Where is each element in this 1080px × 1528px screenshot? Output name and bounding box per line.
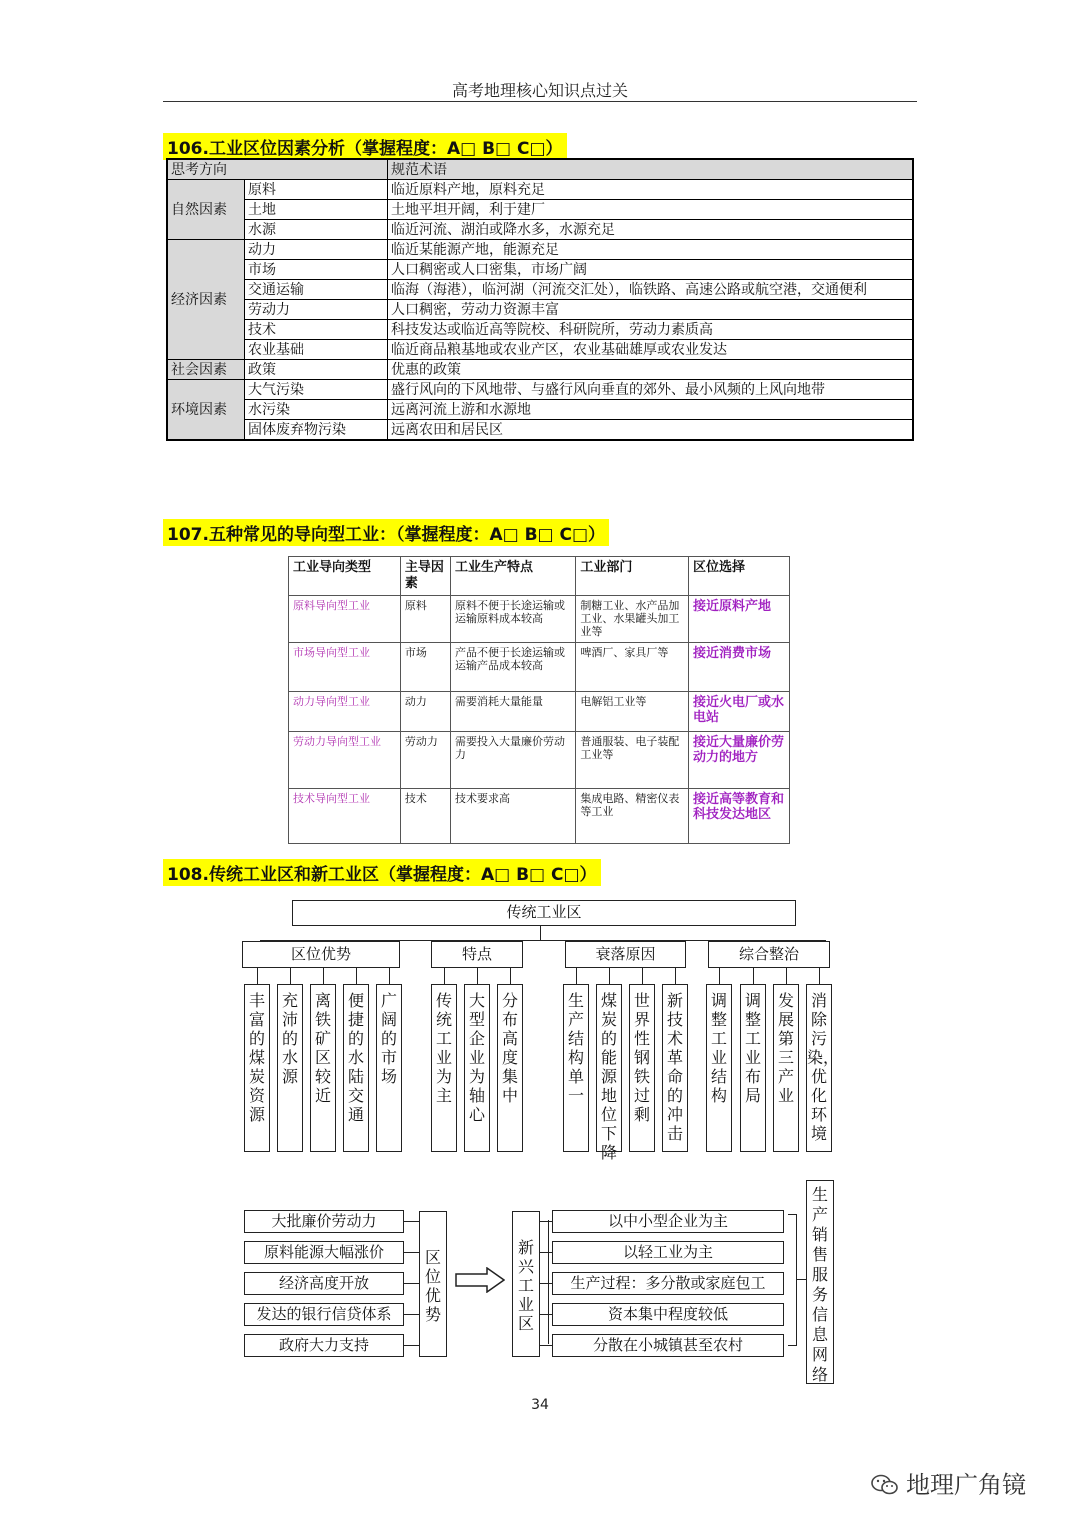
table-107-factor: 劳动力 [400,732,450,789]
branch-item: 分布高度集中 [497,984,523,1152]
new-industrial-region: 新兴工业区 [512,1211,540,1357]
header-rule [163,101,917,102]
table-106-term: 人口稠密或人口密集，市场广阔 [388,260,914,280]
table-106-term: 临海（海港），临河湖（河流交汇处），临铁路、高速公路或航空港，交通便利 [388,280,914,300]
section-108-title: 108.传统工业区和新工业区（掌握程度：A□ B□ C□） [163,859,601,886]
table-106-factor: 水污染 [245,400,388,420]
location-advantage: 区位优势 [419,1211,447,1357]
table-107-feature: 技术要求高 [450,789,575,844]
table-106-term: 临近原料产地，原料充足 [388,180,914,200]
network-bracket [788,1214,797,1346]
new-region-left-item: 原料能源大幅涨价 [244,1241,404,1264]
table-106-term: 临近商品粮基地或农业产区，农业基础雄厚或农业发达 [388,340,914,360]
connector-line [796,1279,806,1280]
table-107-sector: 电解铝工业等 [576,692,689,732]
connector-line [675,968,676,984]
right-arrow-icon [455,1267,505,1297]
section-106-title: 106.工业区位因素分析（掌握程度：A□ B□ C□） [163,133,567,160]
connector-line [404,1345,420,1346]
table-106-term: 远离河流上游和水源地 [388,400,914,420]
connector-line [404,1314,420,1315]
branch-item: 大型企业为轴心 [464,984,490,1152]
table-107-row [289,643,790,692]
table-106-term: 科技发达或临近高等院校、科研院所，劳动力素质高 [388,320,914,340]
branch-item: 调整工业结构 [706,984,732,1152]
connector-line [540,1345,552,1346]
branch-item: 消除污染，优化环境 [806,984,832,1152]
table-106-factor: 交通运输 [245,280,388,300]
table-107-type: 市场导向型工业 [289,643,401,692]
table-107-factor: 动力 [400,692,450,732]
table-106-row [167,180,913,200]
table-107-sector: 普通服装、电子装配工业等 [576,732,689,789]
table-107-location: 接近高等教育和科技发达地区 [689,789,790,844]
branch-item: 传统工业为主 [431,984,457,1152]
table-107-location: 接近原料产地 [689,596,790,643]
table-107-location: 接近消费市场 [689,643,790,692]
new-region-feature: 资本集中程度较低 [552,1303,784,1326]
table-107-feature: 需要消耗大量能量 [450,692,575,732]
table-106-term: 土地平坦开阔，利于建厂 [388,200,914,220]
page-header-title: 高考地理核心知识点过关 [451,81,628,100]
table-107-sector: 制糖工业、水产品加工业、水果罐头加工业等 [576,596,689,643]
table-107-row [289,596,790,643]
table-106-row [167,360,913,380]
table-106-header-terms: 规范术语 [388,159,914,180]
connector-line [389,968,390,984]
table-106-row [167,320,913,340]
table-107-type: 技术导向型工业 [289,789,401,844]
table-106-row [167,380,913,400]
branch-2: 衰落原因 [565,941,686,968]
branch-item: 便捷的水陆交通 [343,984,369,1152]
connector-line [510,968,511,984]
table-106-term: 人口稠密，劳动力资源丰富 [388,300,914,320]
connector-line [257,968,258,984]
connector-line [786,968,787,984]
table-106-factor: 原料 [245,180,388,200]
wechat-icon [870,1473,900,1497]
branch-item: 调整工业布局 [740,984,766,1152]
connector-line [444,968,445,984]
connector-line [290,968,291,984]
table-107-sector: 啤酒厂、家具厂等 [576,643,689,692]
connector-line [576,968,577,984]
table-106-term: 盛行风向的下风地带、与盛行风向垂直的郊外、最小风频的上风向地带 [388,380,914,400]
table-106-factor: 技术 [245,320,388,340]
table-106-term: 优惠的政策 [388,360,914,380]
branch-item: 离铁矿区较近 [310,984,336,1152]
connector-line [404,1221,420,1222]
table-106-row [167,340,913,360]
table-107-type: 动力导向型工业 [289,692,401,732]
table-106-header-direction: 思考方向 [167,159,388,180]
connector-line [548,1220,549,1344]
branch-item: 世界性钢铁过剩 [629,984,655,1152]
table-106-row [167,280,913,300]
table-107-header-cell: 工业部门 [576,557,689,596]
account-watermark [870,1465,1026,1500]
table-106-category: 环境因素 [167,380,245,441]
connector-line [404,1283,420,1284]
connector-line [356,968,357,984]
table-106-factor: 市场 [245,260,388,280]
new-region-feature: 分散在小城镇甚至农村 [552,1334,784,1357]
table-107-feature: 原料不便于长途运输或运输原料成本较高 [450,596,575,643]
connector-line [753,968,754,984]
table-107-header-cell: 区位选择 [689,557,790,596]
branch-item: 充沛的水源 [277,984,303,1152]
table-107-factor: 原料 [400,596,450,643]
new-region-left-item: 政府大力支持 [244,1334,404,1357]
connector-line [719,968,720,984]
connector-line [540,1314,552,1315]
table-106-factor: 劳动力 [245,300,388,320]
new-region-feature: 以中小型企业为主 [552,1210,784,1233]
new-region-left-item: 经济高度开放 [244,1272,404,1295]
new-region-left-item: 发达的银行信贷体系 [244,1303,404,1326]
production-network: 生产销售服务信息网络 [806,1180,834,1384]
table-106-row [167,240,913,260]
table-106-row [167,400,913,420]
connector-line [540,1221,552,1222]
branch-item: 煤炭的能源地位下降 [596,984,622,1152]
branch-item: 丰富的煤炭资源 [244,984,270,1152]
section-107-title: 107.五种常见的导向型工业：（掌握程度：A□ B□ C□） [163,519,609,546]
connector-line [540,1283,552,1284]
table-106-factor: 农业基础 [245,340,388,360]
table-107-factor: 技术 [400,789,450,844]
branch-item: 新技术革命的冲击 [662,984,688,1152]
traditional-region-root: 传统工业区 [292,900,796,926]
table-107-header-cell: 工业生产特点 [450,557,575,596]
table-107-location: 接近大量廉价劳动力的地方 [689,732,790,789]
table-107-type: 劳动力导向型工业 [289,732,401,789]
table-107-feature: 需要投入大量廉价劳动力 [450,732,575,789]
table-106-factor: 动力 [245,240,388,260]
table-106-factor: 大气污染 [245,380,388,400]
table-106 [166,158,914,441]
connector-line [609,968,610,984]
table-106-header-row [167,159,913,180]
branch-0: 区位优势 [242,941,400,968]
branch-3: 综合整治 [708,941,830,968]
connector-line [404,1252,420,1253]
table-107-row [289,732,790,789]
table-106-row [167,260,913,280]
table-106-category: 经济因素 [167,240,245,360]
table-107-header-cell: 工业导向类型 [289,557,401,596]
connector-line [819,968,820,984]
table-106-row [167,420,913,441]
page-number: 34 [531,1397,549,1413]
table-107 [288,556,790,844]
table-106-factor: 土地 [245,200,388,220]
table-107-header-cell: 主导因素 [400,557,450,596]
branch-item: 广阔的市场 [376,984,402,1152]
table-106-term: 远离农田和居民区 [388,420,914,441]
table-106-row [167,300,913,320]
new-region-feature: 生产过程：多分散或家庭包工 [552,1272,784,1295]
table-107-sector: 集成电路、精密仪表等工业 [576,789,689,844]
table-106-factor: 固体废弃物污染 [245,420,388,441]
table-107-location: 接近火电厂或水电站 [689,692,790,732]
table-107-type: 原料导向型工业 [289,596,401,643]
watermark-text: 地理广角镜 [906,1471,1026,1499]
table-106-category: 自然因素 [167,180,245,240]
connector-line [323,968,324,984]
table-106-row [167,200,913,220]
connector-line [540,926,541,940]
table-106-factor: 政策 [245,360,388,380]
new-region-feature: 以轻工业为主 [552,1241,784,1264]
branch-item: 生产结构单一 [563,984,589,1152]
table-107-row [289,789,790,844]
table-106-category: 社会因素 [167,360,245,380]
table-106-row [167,220,913,240]
table-107-row [289,692,790,732]
table-106-term: 临近某能源产地，能源充足 [388,240,914,260]
table-106-term: 临近河流、湖泊或降水多，水源充足 [388,220,914,240]
branch-1: 特点 [431,941,523,968]
table-107-factor: 市场 [400,643,450,692]
branch-item: 发展第三产业 [773,984,799,1152]
new-region-left-item: 大批廉价劳动力 [244,1210,404,1233]
table-107-feature: 产品不便于长途运输或运输产品成本较高 [450,643,575,692]
connector-line [540,1252,552,1253]
table-106-factor: 水源 [245,220,388,240]
table-107-header-row [289,557,790,596]
connector-line [477,968,478,984]
connector-line [642,968,643,984]
